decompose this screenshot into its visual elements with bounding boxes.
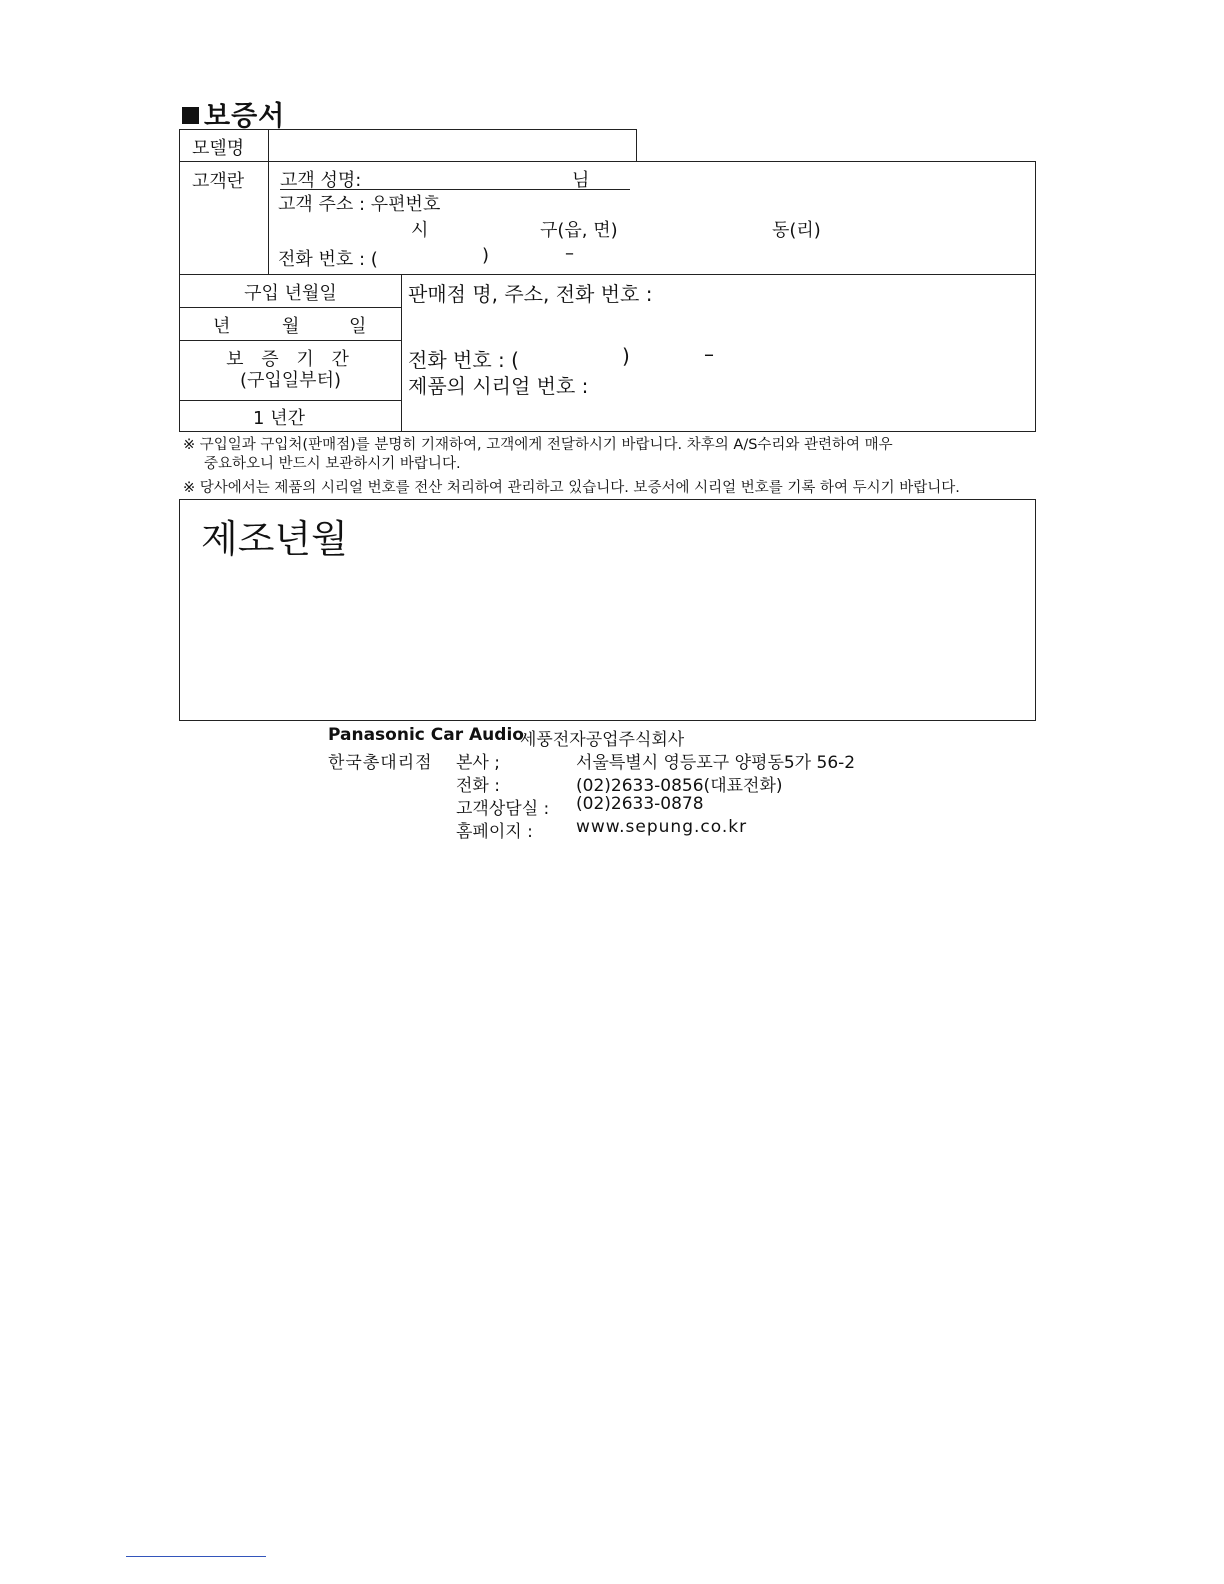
dealer-label: 판매점 명, 주소, 전화 번호 : <box>408 282 653 306</box>
customer-address-label: 고객 주소 : 우편번호 <box>278 194 441 215</box>
dealer-phone-close: ) <box>622 344 630 368</box>
footer-phone-value: (02)2633-0856(대표전화) <box>576 776 783 796</box>
customer-district-label: 구(읍, 면) <box>540 220 618 241</box>
note-line-2: 중요하오니 반드시 보관하시기 바랍니다. <box>204 456 461 472</box>
purchase-year-label: 년 <box>213 316 231 337</box>
customer-name-field[interactable] <box>370 166 565 188</box>
footer-brand-text: Panasonic Car Audio <box>328 725 524 745</box>
model-input-cell[interactable] <box>268 129 637 162</box>
note-line-3: ※ 당사에서는 제품의 시리얼 번호를 전산 처리하여 관리하고 있습니다. 보증서에 시리얼 번호를 기록 하여 두시기 바랍니다. <box>183 480 960 496</box>
note-line-1: ※ 구입일과 구입처(판매점)를 분명히 기재하여, 고객에게 전달하시기 바랍니다. 차후의 A/S수리와 관련하여 매우 <box>183 437 893 453</box>
footer-web-label: 홈페이지 : <box>456 822 533 842</box>
warranty-value: 1 년간 <box>253 408 305 429</box>
customer-label: 고객란 <box>192 171 245 192</box>
dealer-phone-label: 전화 번호 : ( <box>408 348 519 372</box>
footer-company: 세풍전자공업주식회사 <box>520 730 685 750</box>
customer-dong-label: 동(리) <box>772 220 821 241</box>
footer-cs-value: (02)2633-0878 <box>576 794 704 814</box>
manufacture-date-label: 제조년월 <box>201 517 348 561</box>
customer-phone-label: 전화 번호 : ( <box>278 249 378 270</box>
purchase-day-label: 일 <box>349 316 367 337</box>
square-bullet-icon <box>182 107 199 124</box>
footer-hq-value: 서울특별시 영등포구 양평동5가 56-2 <box>576 753 856 773</box>
customer-name-suffix: 님 <box>572 170 590 191</box>
footer-cs-label: 고객상담실 : <box>456 799 550 819</box>
purchase-month-label: 월 <box>282 316 300 337</box>
page-title: 보증서 <box>182 94 285 133</box>
warranty-label: 보 증 기 간 <box>226 349 355 370</box>
bottom-rule <box>126 1556 266 1557</box>
model-label: 모델명 <box>192 138 245 159</box>
footer-web-value[interactable]: www.sepung.co.kr <box>576 817 748 837</box>
customer-phone-dash: – <box>565 243 574 264</box>
warranty-sub-label: (구입일부터) <box>240 370 341 391</box>
footer-hq-label: 본사 ; <box>456 753 500 773</box>
purchase-date-label: 구입 년월일 <box>244 283 337 304</box>
customer-name-label: 고객 성명: <box>280 170 362 191</box>
footer-agency: 한국총대리점 <box>328 753 433 773</box>
footer-phone-label: 전화 : <box>456 776 500 796</box>
dealer-phone-dash: – <box>704 342 714 366</box>
customer-city-label: 시 <box>411 220 429 241</box>
customer-phone-close: ) <box>482 245 490 266</box>
footer-brand <box>328 725 524 745</box>
dealer-serial-label: 제품의 시리얼 번호 : <box>408 374 589 398</box>
